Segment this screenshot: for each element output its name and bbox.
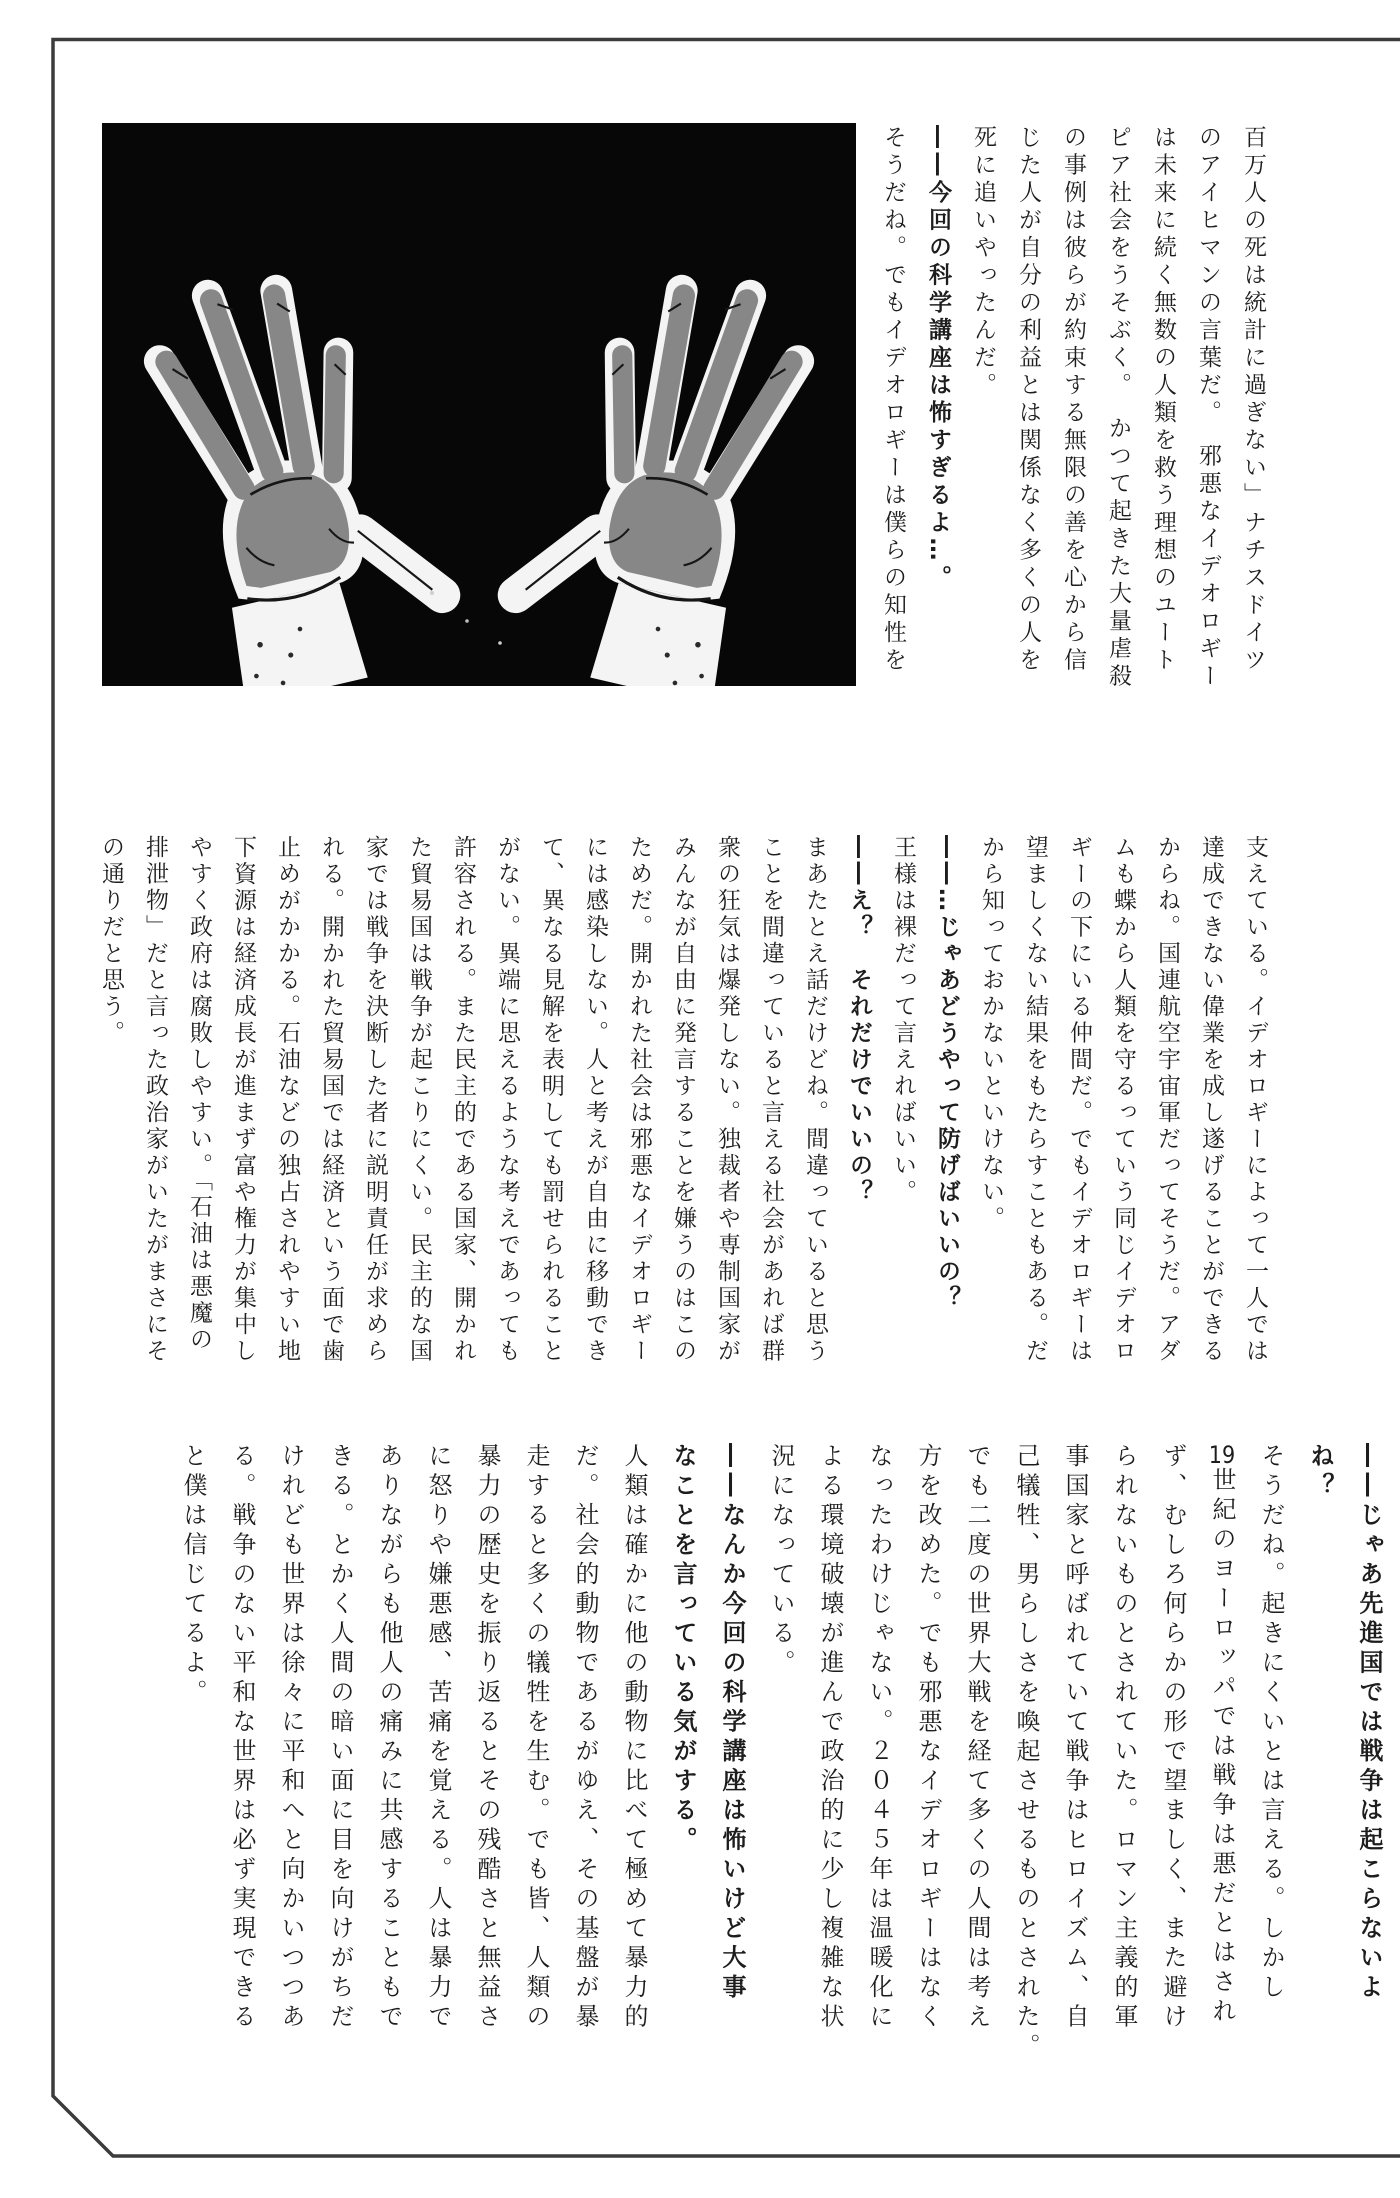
text-column: じた人が自分の利益とは関係なく多くの人を — [1015, 125, 1041, 675]
text-column: ――じゃあ先進国では戦争は起こらないよ — [1355, 1443, 1383, 2004]
text-column: けれども世界は徐々に平和へと向かいつつあ — [277, 1443, 305, 2033]
text-column: ――え？ それだけでいいの？ — [846, 835, 872, 1206]
text-column: ず、むしろ何らかの形で望ましく、また避け — [1159, 1443, 1187, 2033]
text-column: の事例は彼らが約束する無限の善を心から信 — [1060, 125, 1086, 675]
text-column: だ。社会的動物であるがゆえ、その基盤が暴 — [571, 1443, 599, 2033]
text-block-middle — [89, 835, 1277, 1415]
text-column: 況になっている。 — [767, 1443, 795, 1679]
text-column: 走すると多くの犠牲を生む。でも皆、人類の — [522, 1443, 550, 2033]
text-column: からね。国連航空宇宙軍だってそうだ。アダ — [1154, 835, 1180, 1365]
text-column: ピア社会をうそぶく。 かつて起きた大量虐殺 — [1105, 125, 1131, 691]
text-column: やすく政府は腐敗しやすい。「石油は悪魔の — [186, 835, 212, 1354]
text-column: そうだね。起きにくいとは言える。しかし — [1257, 1443, 1285, 2004]
text-column: 己犠牲、男らしさを喚起させるものとされた。 — [1012, 1443, 1040, 2063]
text-column: は未来に続く無数の人類を救う理想のユート — [1150, 125, 1176, 675]
text-column: 支えている。イデオロギーによって一人では — [1242, 835, 1268, 1365]
text-column: まあたとえ話だけどね。間違っていると思う — [802, 835, 828, 1365]
text-column: 下資源は経済成長が進まず富や権力が集中し — [230, 835, 256, 1365]
text-column: 家では戦争を決断した者に説明責任が求めら — [362, 835, 388, 1365]
text-block-top — [869, 125, 1275, 745]
text-column: 止めがかかる。石油などの独占されやすい地 — [274, 835, 300, 1365]
left-hand-illustration — [148, 259, 457, 686]
hands-illustration — [102, 123, 856, 686]
text-column: のアイヒマンの言葉だ。 邪悪なイデオロギー — [1195, 125, 1221, 691]
text-column: る。戦争のない平和な世界は必ず実現できる — [228, 1443, 256, 2033]
text-column: 達成できない偉業を成し遂げることができる — [1198, 835, 1224, 1365]
text-column: ありながらも他人の痛みに共感することもで — [375, 1443, 403, 2033]
text-column: て、異なる見解を表明しても罰せられること — [538, 835, 564, 1365]
text-column: そうだね。でもイデオロギーは僕らの知性を — [880, 125, 906, 675]
text-column: ――今回の科学講座は怖すぎるよ…。 — [925, 125, 951, 593]
text-column: みんなが自由に発言することを嫌うのはこの — [670, 835, 696, 1365]
text-column: 王様は裸だって言えればいい。 — [890, 835, 916, 1206]
text-column: なことを言っている気がする。 — [669, 1443, 697, 1856]
text-column: ことを間違っていると言える社会があれば群 — [758, 835, 784, 1365]
text-column: 事国家と呼ばれていて戦争はヒロイズム、自 — [1061, 1443, 1089, 2033]
text-column: でも二度の世界大戦を経て多くの人間は考え — [963, 1443, 991, 2033]
text-column: られないものとされていた。ロマン主義的軍 — [1110, 1443, 1138, 2033]
text-column: から知っておかないといけない。 — [978, 835, 1004, 1233]
text-column: なったわけじゃない。２０４５年は温暖化に — [865, 1443, 893, 2033]
text-column: ――…じゃあどうやって防げばいいの？ — [934, 835, 960, 1312]
text-column: 百万人の死は統計に過ぎない」ナチスドイツ — [1240, 125, 1266, 675]
text-column: には感染しない。人と考えが自由に移動でき — [582, 835, 608, 1365]
text-column: きる。とかく人間の暗い面に目を向けがちだ — [326, 1443, 354, 2033]
text-column: 衆の狂気は爆発しない。独裁者や専制国家が — [714, 835, 740, 1365]
text-column: 19世紀のヨーロッパでは戦争は悪だとはされ — [1208, 1443, 1236, 2028]
text-column: ギーの下にいる仲間だ。でもイデオロギーは — [1066, 835, 1092, 1365]
text-block-bottom — [167, 1443, 1393, 2103]
text-column: れる。開かれた貿易国では経済という面で歯 — [318, 835, 344, 1365]
text-column: ためだ。開かれた社会は邪悪なイデオロギー — [626, 835, 652, 1365]
text-column: 人類は確かに他の動物に比べて極めて暴力的 — [620, 1443, 648, 2033]
text-column: がない。異端に思えるような考えであっても — [494, 835, 520, 1365]
text-column: よる環境破壊が進んで政治的に少し複雑な状 — [816, 1443, 844, 2033]
text-column: ムも蝶から人類を守るっていう同じイデオロ — [1110, 835, 1136, 1365]
text-column: と僕は信じてるよ。 — [179, 1443, 207, 1709]
text-column: に怒りや嫌悪感、苦痛を覚える。人は暴力で — [424, 1443, 452, 2033]
text-column: ね？ — [1306, 1443, 1334, 1502]
text-column: の通りだと思う。 — [98, 835, 124, 1047]
hands-illustration-panel — [102, 123, 856, 686]
text-column: 許容される。また民主的である国家、開かれ — [450, 835, 476, 1365]
text-column: 望ましくない結果をもたらすこともある。だ — [1022, 835, 1048, 1365]
right-hand-illustration — [501, 259, 810, 686]
text-column: 方を改めた。でも邪悪なイデオロギーはなく — [914, 1443, 942, 2033]
text-column: た貿易国は戦争が起こりにくい。民主的な国 — [406, 835, 432, 1365]
text-column: 暴力の歴史を振り返るとその残酷さと無益さ — [473, 1443, 501, 2033]
text-column: ――なんか今回の科学講座は怖いけど大事 — [718, 1443, 746, 2004]
text-column: 排泄物」だと言った政治家がいたがまさにそ — [142, 835, 168, 1365]
text-column: 死に追いやったんだ。 — [970, 125, 996, 400]
